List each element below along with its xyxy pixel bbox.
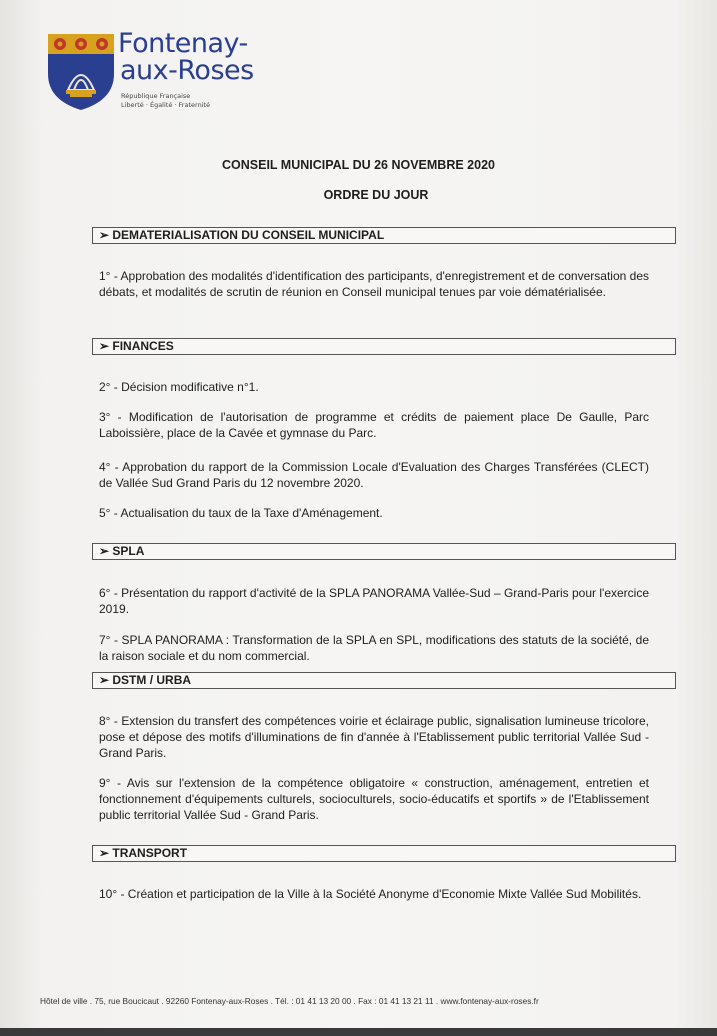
- section-dstm-urba: ➢ DSTM / URBA: [92, 672, 676, 689]
- town-name-line2: aux-Roses: [120, 55, 254, 86]
- town-name-line1: Fontenay-: [118, 28, 248, 59]
- agenda-item-9: 9° - Avis sur l'extension de la compétence obligatoire « construction, aménagement, entretien et fonctionnement d'équipements culturels, socioculturels, socio-éducatifs et sportifs » de l'Etablissement public territorial Vallée Sud - Grand Paris.: [99, 776, 649, 822]
- document-title: CONSEIL MUNICIPAL DU 26 NOVEMBRE 2020: [222, 158, 495, 172]
- footer-address: Hôtel de ville . 75, rue Boucicaut . 92260 Fontenay-aux-Roses . Tél. : 01 41 13 20 00 . Fax : 01 41 13 21 11 . www.fontenay-aux-roses.fr: [40, 996, 539, 1006]
- section-dematerialisation: ➢ DEMATERIALISATION DU CONSEIL MUNICIPAL: [92, 227, 676, 244]
- agenda-item-2: 2° - Décision modificative n°1.: [99, 380, 259, 394]
- agenda-item-1: 1° - Approbation des modalités d'identification des participants, d'enregistrement et de conversation des débats, et modalités de scrutin de réunion en Conseil municipal tenues par voie dématérialisée.: [99, 269, 649, 299]
- agenda-item-8: 8° - Extension du transfert des compétences voirie et éclairage public, signalisation lumineuse tricolore, pose et dépose des motifs d'illuminations de fin d'année à l'Etablissement public territorial Vallée Sud - Grand Paris.: [99, 714, 649, 760]
- motto-line1: République Française: [121, 92, 191, 100]
- town-logo: [46, 30, 276, 120]
- section-spla: ➢ SPLA: [92, 543, 676, 560]
- agenda-item-7: 7° - SPLA PANORAMA : Transformation de la SPLA en SPL, modifications des statuts de la société, de la raison sociale et du nom commercial.: [99, 633, 649, 663]
- section-finances: ➢ FINANCES: [92, 338, 676, 355]
- agenda-item-4: 4° - Approbation du rapport de la Commission Locale d'Evaluation des Charges Transférées (CLECT) de Vallée Sud Grand Paris du 12 novembre 2020.: [99, 460, 649, 490]
- agenda-item-6: 6° - Présentation du rapport d'activité de la SPLA PANORAMA Vallée-Sud – Grand-Paris pour l'exercice 2019.: [99, 586, 649, 616]
- section-transport: ➢ TRANSPORT: [92, 845, 676, 862]
- agenda-item-5: 5° - Actualisation du taux de la Taxe d'Aménagement.: [99, 506, 383, 520]
- coat-of-arms-icon: [46, 30, 116, 112]
- agenda-item-3: 3° - Modification de l'autorisation de programme et crédits de paiement place De Gaulle, Parc Laboissière, place de la Cavée et gymnase du Parc.: [99, 410, 649, 440]
- document-subtitle: ORDRE DU JOUR: [323, 188, 429, 202]
- agenda-item-10: 10° - Création et participation de la Ville à la Société Anonyme d'Economie Mixte Vallée Sud Mobilités.: [99, 887, 642, 901]
- motto-line2: Liberté · Égalité · Fraternité: [121, 101, 211, 109]
- bottom-edge-bar: [0, 1028, 717, 1036]
